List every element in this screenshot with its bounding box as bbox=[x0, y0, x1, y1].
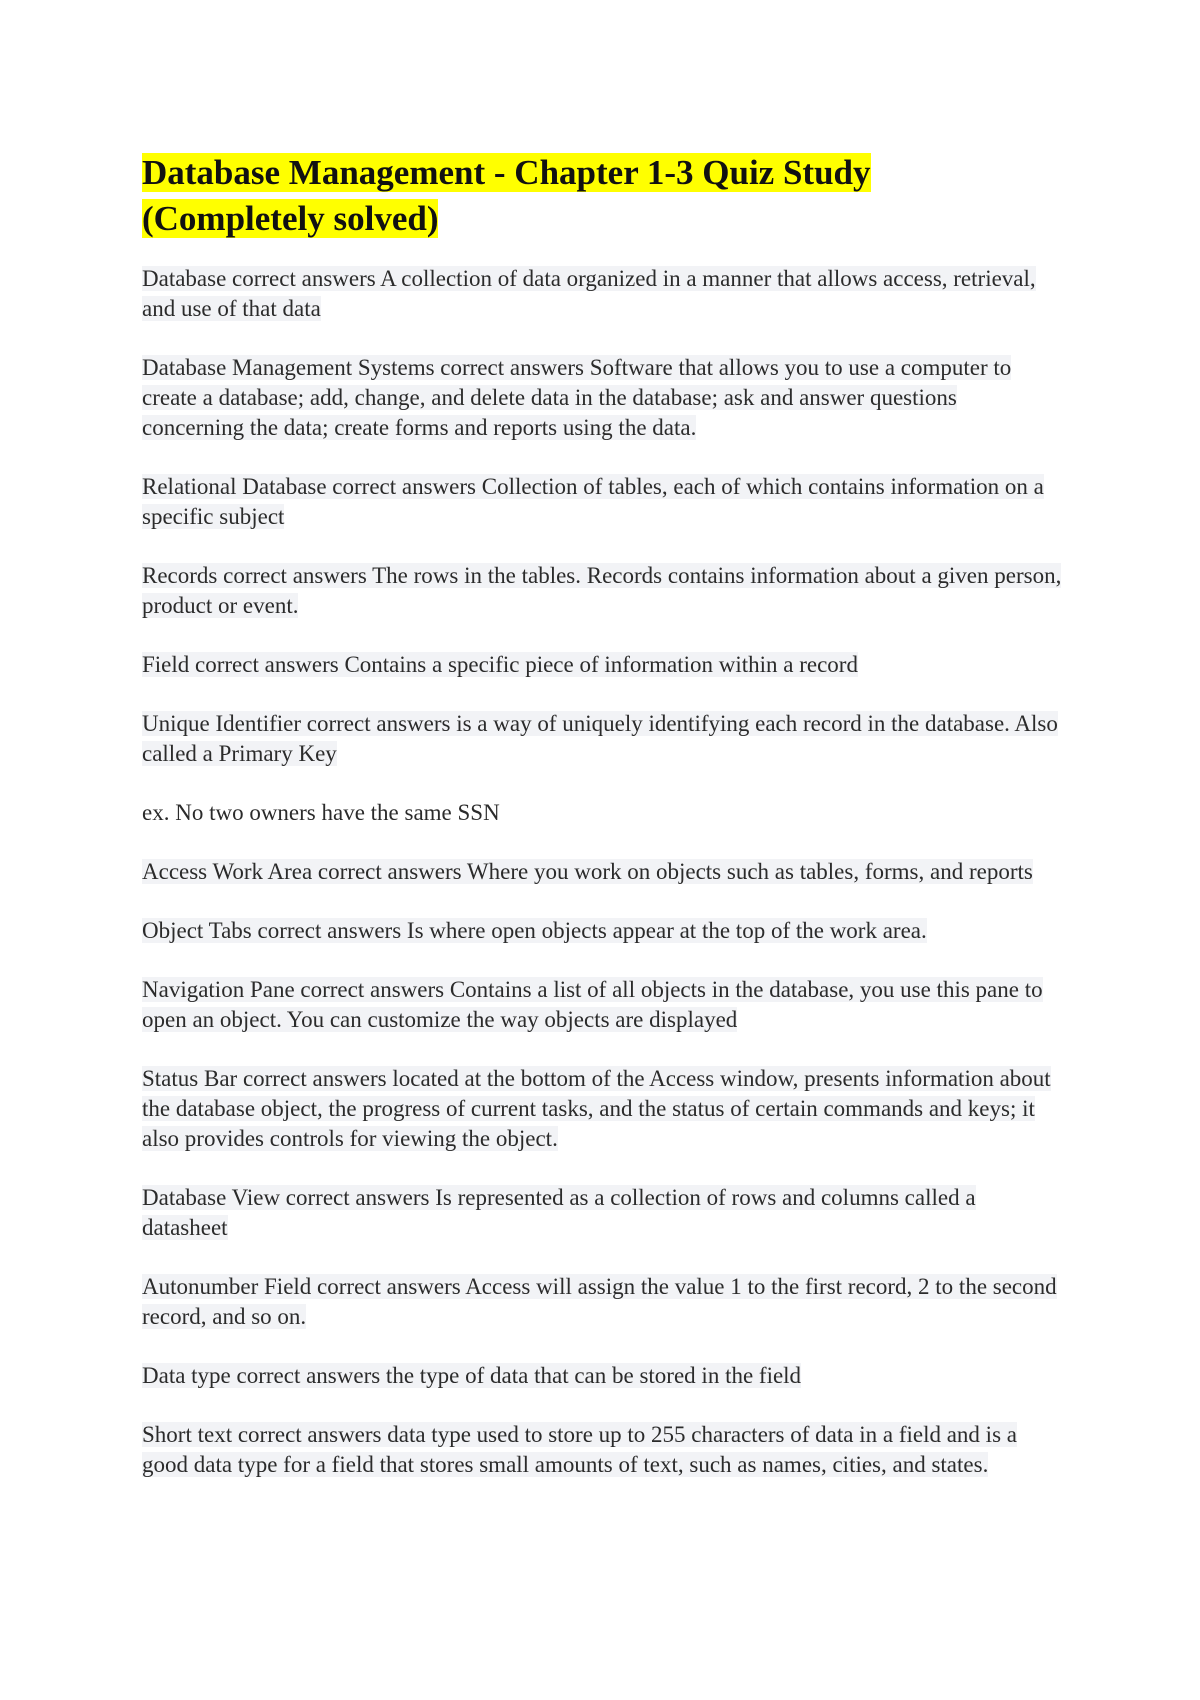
entry-text: Database correct answers A collection of data organized in a manner that allows access, retrieval, and use of that data bbox=[142, 266, 1036, 321]
entry-text: Unique Identifier correct answers is a way of uniquely identifying each record in the database. Also called a Primary Key bbox=[142, 711, 1058, 766]
term-navigation-pane bbox=[142, 975, 1062, 1035]
term-object-tabs bbox=[142, 916, 1062, 946]
entry-text: Navigation Pane correct answers Contains a list of all objects in the database, you use this pane to open an object. You can customize the way objects are displayed bbox=[142, 977, 1043, 1032]
term-records bbox=[142, 561, 1062, 621]
term-database bbox=[142, 264, 1062, 324]
term-autonumber-field bbox=[142, 1272, 1062, 1332]
entry-text: Autonumber Field correct answers Access will assign the value 1 to the first record, 2 to the second record, and so on. bbox=[142, 1274, 1057, 1329]
entry-text: Object Tabs correct answers Is where open objects appear at the top of the work area. bbox=[142, 918, 927, 943]
term-data-type bbox=[142, 1361, 1062, 1391]
entry-text: Relational Database correct answers Collection of tables, each of which contains information on a specific subject bbox=[142, 474, 1044, 529]
entry-text: Database View correct answers Is represented as a collection of rows and columns called a datasheet bbox=[142, 1185, 976, 1240]
term-field bbox=[142, 650, 1062, 680]
entry-text: Status Bar correct answers located at the bottom of the Access window, presents information about the database object, the progress of current tasks, and the status of certain commands and keys; it also provides controls for viewing the object. bbox=[142, 1066, 1051, 1151]
example-note bbox=[142, 798, 1062, 828]
term-status-bar bbox=[142, 1064, 1062, 1154]
term-dbms bbox=[142, 353, 1062, 443]
entry-text: Access Work Area correct answers Where you work on objects such as tables, forms, and reports bbox=[142, 859, 1033, 884]
entry-text: ex. No two owners have the same SSN bbox=[142, 800, 500, 825]
entry-text: Database Management Systems correct answers Software that allows you to use a computer to create a database; add, change, and delete data in the database; ask and answer questions concerning the data; create forms and reports using the data. bbox=[142, 355, 1012, 440]
entry-text: Records correct answers The rows in the tables. Records contains information about a given person, product or event. bbox=[142, 563, 1062, 618]
entry-text: Short text correct answers data type used to store up to 255 characters of data in a field and is a good data type for a field that stores small amounts of text, such as names, cities, and states. bbox=[142, 1422, 1017, 1477]
entry-text: Data type correct answers the type of data that can be stored in the field bbox=[142, 1363, 802, 1388]
term-database-view bbox=[142, 1183, 1062, 1243]
title-line-2: (Completely solved) bbox=[142, 199, 439, 238]
entry-text: Field correct answers Contains a specific piece of information within a record bbox=[142, 652, 858, 677]
term-short-text bbox=[142, 1420, 1062, 1480]
term-unique-identifier bbox=[142, 709, 1062, 769]
term-access-work-area bbox=[142, 857, 1062, 887]
title-line-1: Database Management - Chapter 1-3 Quiz Study bbox=[142, 153, 871, 192]
document-title bbox=[142, 150, 1062, 242]
document-page bbox=[142, 150, 1062, 1509]
term-relational-database bbox=[142, 472, 1062, 532]
